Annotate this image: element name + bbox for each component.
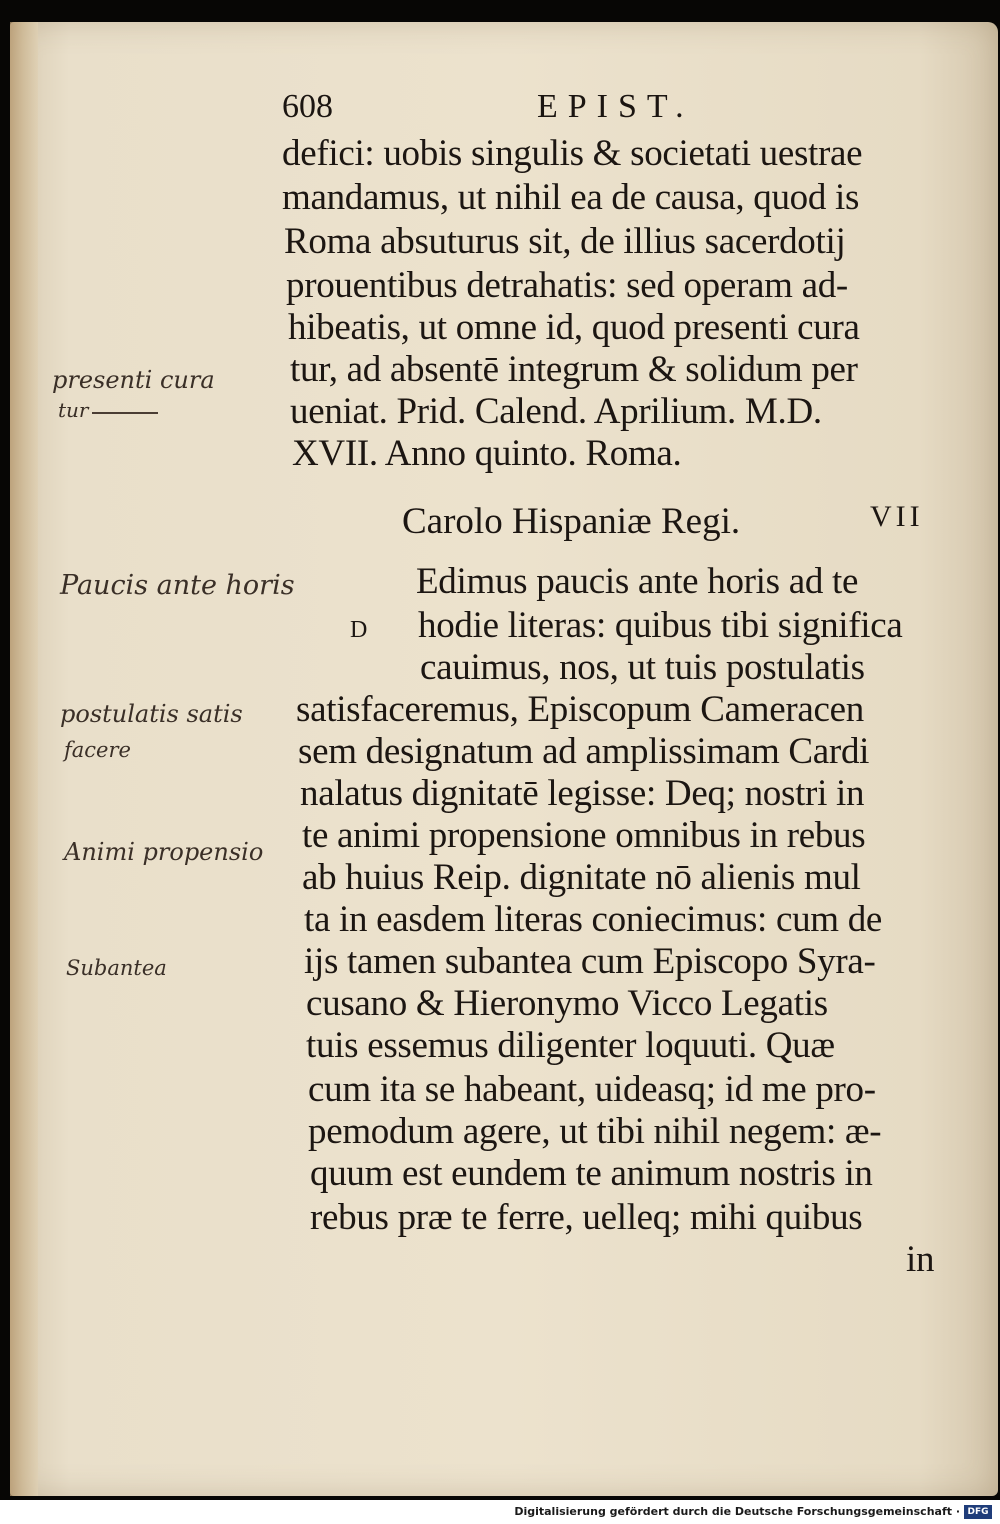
text-line: sem designatum ad amplissimam Cardi [298, 731, 870, 772]
underline-stroke [92, 412, 158, 414]
text-line: cauimus, nos, ut tuis postulatis [420, 647, 865, 688]
text-line: hodie literas: quibus tibi significa [418, 605, 903, 646]
text-line: Edimus paucis ante horis ad te [416, 561, 859, 602]
letter-addressee: Carolo Hispaniæ Regi. [402, 501, 741, 542]
marginal-note: presenti cura [52, 366, 215, 394]
funding-note: Digitalisierung gefördert durch die Deutsche Forschungsgemeinschaft · [514, 1505, 960, 1518]
drop-initial: D [350, 617, 368, 643]
marginal-note: Animi propensio [64, 838, 264, 866]
text-line: ijs tamen subantea cum Episcopo Syra- [304, 941, 876, 982]
text-line: cusano & Hieronymo Vicco Legatis [306, 983, 828, 1024]
marginal-note: Paucis ante horis [60, 570, 295, 601]
text-line: tur, ad absentē integrum & solidum per [290, 349, 858, 390]
text-line: nalatus dignitatē legisse: Deq; nostri in [300, 773, 865, 814]
text-line: te animi propensione omnibus in rebus [302, 815, 866, 856]
text-line: defici: uobis singulis & societati uestrae [282, 133, 863, 174]
marginal-note: Subantea [66, 956, 167, 980]
running-head [282, 88, 922, 132]
text-line: quum est eundem te animum nostris in [310, 1153, 873, 1194]
attribution-bar [0, 1500, 1000, 1524]
running-title: EPIST. [537, 88, 694, 125]
text-line: ab huius Reip. dignitate nō alienis mul [302, 857, 861, 898]
letter-number: VII [870, 500, 924, 533]
marginal-note: postulatis satis [60, 700, 243, 728]
text-line: pemodum agere, ut tibi nihil negem: æ- [308, 1111, 882, 1152]
marginal-note: tur [58, 398, 89, 422]
text-line: cum ita se habeant, uideasq; id me pro- [308, 1069, 876, 1110]
text-line: rebus præ te ferre, uelleq; mihi quibus [310, 1197, 863, 1238]
text-line: mandamus, ut nihil ea de causa, quod is [282, 177, 860, 218]
marginal-note: facere [64, 738, 131, 762]
text-line: ta in easdem literas coniecimus: cum de [304, 899, 883, 940]
text-line: ueniat. Prid. Calend. Aprilium. M.D. [290, 391, 822, 432]
dfg-logo: DFG [964, 1505, 992, 1519]
text-line: hibeatis, ut omne id, quod presenti cura [288, 307, 860, 348]
text-line: Roma absuturus sit, de illius sacerdotij [284, 221, 846, 262]
text-line: prouentibus detrahatis: sed operam ad- [286, 265, 848, 306]
catchword: in [906, 1239, 935, 1280]
text-line: satisfaceremus, Episcopum Cameracen [296, 689, 864, 730]
text-line: XVII. Anno quinto. Roma. [292, 433, 682, 474]
page-number: 608 [282, 88, 333, 125]
page-gutter [10, 22, 38, 1496]
text-line: tuis essemus diligenter loquuti. Quæ [306, 1025, 835, 1066]
